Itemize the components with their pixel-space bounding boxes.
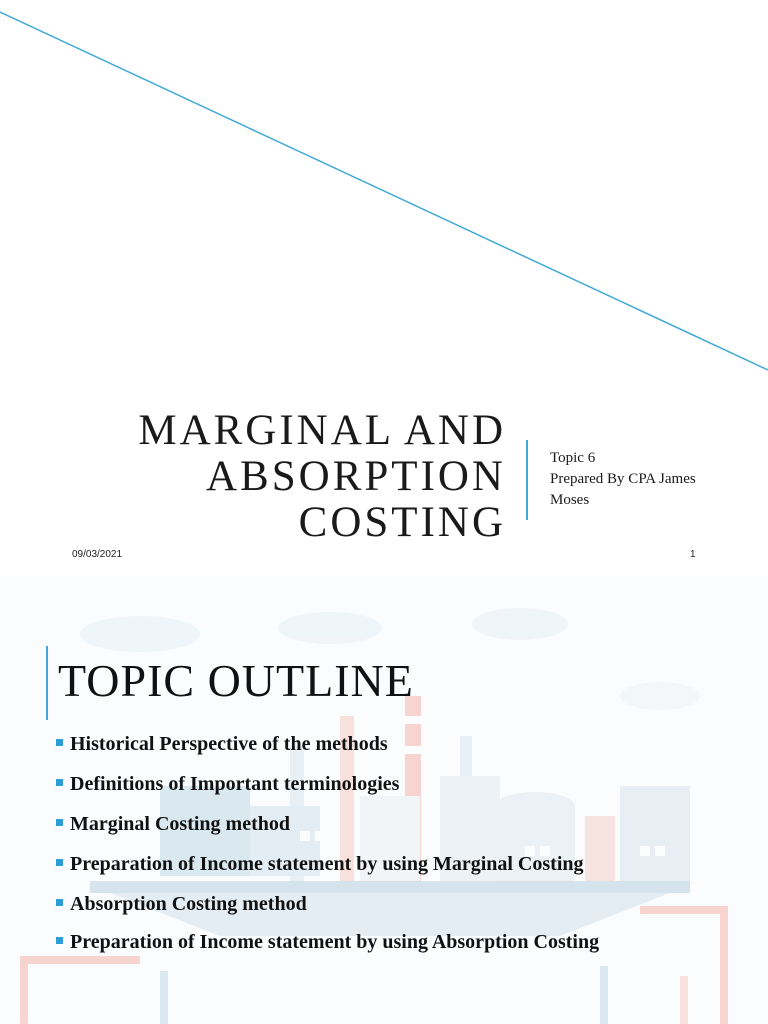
list-item bbox=[56, 852, 676, 876]
outline-title: TOPIC OUTLINE bbox=[58, 655, 414, 706]
square-bullet-icon bbox=[56, 899, 63, 906]
subtitle-line: Prepared By CPA James bbox=[550, 471, 696, 487]
square-bullet-icon bbox=[56, 819, 63, 826]
subtitle-line: Moses bbox=[550, 492, 590, 508]
title-line: ABSORPTION bbox=[206, 453, 506, 500]
outline-title-accent bbox=[46, 646, 48, 720]
subtitle-line: Topic 6 bbox=[550, 450, 596, 466]
list-item bbox=[56, 930, 676, 954]
list-item bbox=[56, 732, 676, 756]
list-item bbox=[56, 892, 676, 916]
square-bullet-icon bbox=[56, 739, 63, 746]
title-line: COSTING bbox=[298, 499, 506, 546]
square-bullet-icon bbox=[56, 779, 63, 786]
outline-bullet-list bbox=[56, 732, 676, 970]
title-divider bbox=[526, 440, 528, 520]
list-item-text: Preparation of Income statement by using Marginal Costing bbox=[70, 853, 584, 875]
slide-number: 1 bbox=[690, 549, 696, 560]
list-item-text: Preparation of Income statement by using Absorption Costing bbox=[70, 931, 600, 953]
title-line: MARGINAL AND bbox=[138, 407, 506, 454]
list-item-text: Definitions of Important terminologies bbox=[70, 773, 400, 795]
presentation-title bbox=[138, 408, 506, 546]
presentation-subtitle bbox=[550, 448, 750, 511]
outline-slide bbox=[0, 576, 768, 1024]
list-item-text: Historical Perspective of the methods bbox=[70, 733, 388, 755]
slide-date: 09/03/2021 bbox=[72, 549, 123, 560]
list-item bbox=[56, 772, 676, 796]
list-item bbox=[56, 812, 676, 836]
list-item-text: Marginal Costing method bbox=[70, 813, 290, 835]
square-bullet-icon bbox=[56, 937, 63, 944]
list-item-text: Absorption Costing method bbox=[70, 893, 307, 915]
square-bullet-icon bbox=[56, 859, 63, 866]
